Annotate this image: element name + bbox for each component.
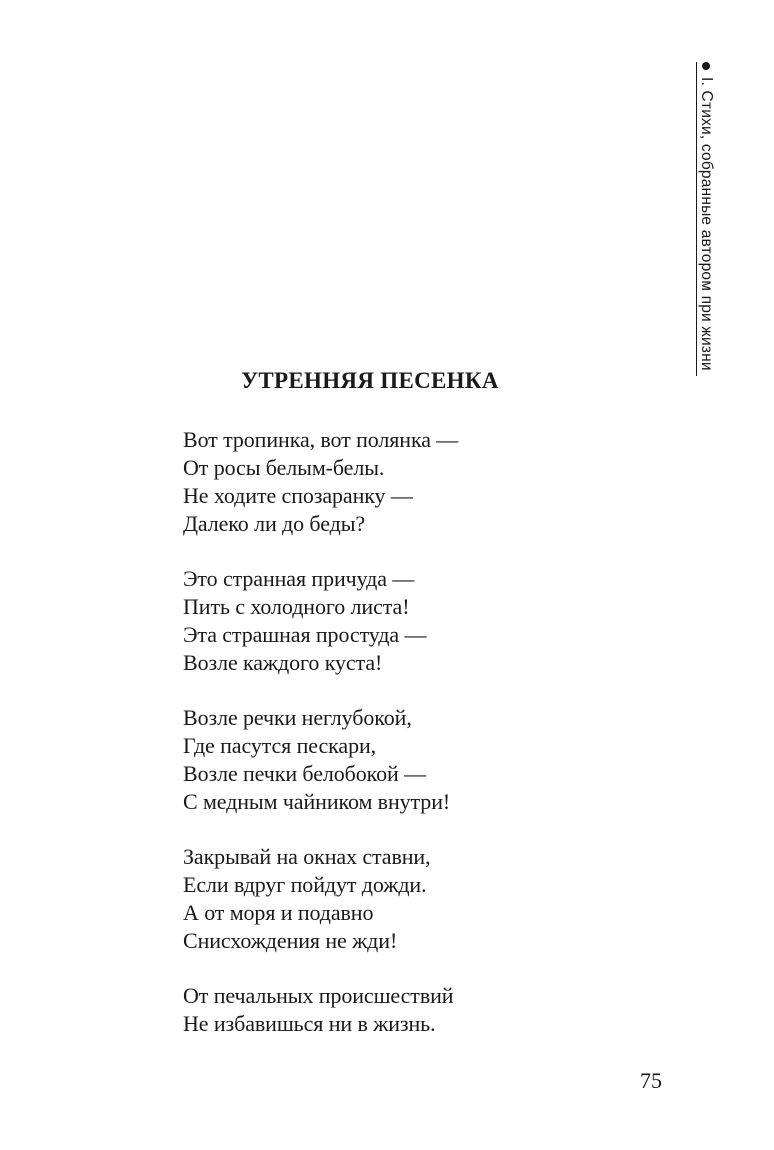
poem-line: Возле каждого куста! <box>183 650 383 675</box>
poem-line: Далеко ли до беды? <box>183 511 366 536</box>
poem-line: Не избавишься ни в жизнь. <box>183 1011 436 1036</box>
stanza <box>183 704 663 816</box>
running-header-text: I. Стихи, собранные автором при жизни <box>698 77 715 371</box>
poem-line: Возле речки неглубокой, <box>183 705 412 730</box>
poem-line: От печальных происшествий <box>183 983 454 1008</box>
bullet-icon <box>702 62 710 70</box>
poem-line: Не ходите спозаранку — <box>183 483 413 508</box>
running-header <box>694 62 718 400</box>
poem-line: Если вдруг пойдут дожди. <box>183 872 427 897</box>
stanza <box>183 565 663 677</box>
page-number: 75 <box>640 1068 662 1093</box>
poem-title: УТРЕННЯЯ ПЕСЕНКА <box>241 368 499 393</box>
poem-line: Пить с холодного листа! <box>183 594 410 619</box>
stanza <box>183 982 663 1038</box>
poem-body <box>183 426 663 1065</box>
stanza <box>183 426 663 538</box>
stanza <box>183 843 663 955</box>
poem-line: С медным чайником внутри! <box>183 789 451 814</box>
poem-line: Вот тропинка, вот полянка — <box>183 427 459 452</box>
poem-line: Где пасутся пескари, <box>183 733 377 758</box>
poem-line: А от моря и подавно <box>183 900 374 925</box>
poem-line: Эта страшная простуда — <box>183 622 427 647</box>
poem-line: Снисхождения не жди! <box>183 928 398 953</box>
poem-line: От росы белым-белы. <box>183 455 385 480</box>
poem-line: Это странная причуда — <box>183 566 415 591</box>
poem-line: Закрывай на окнах ставни, <box>183 844 431 869</box>
poem-line: Возле печки белобокой — <box>183 761 427 786</box>
